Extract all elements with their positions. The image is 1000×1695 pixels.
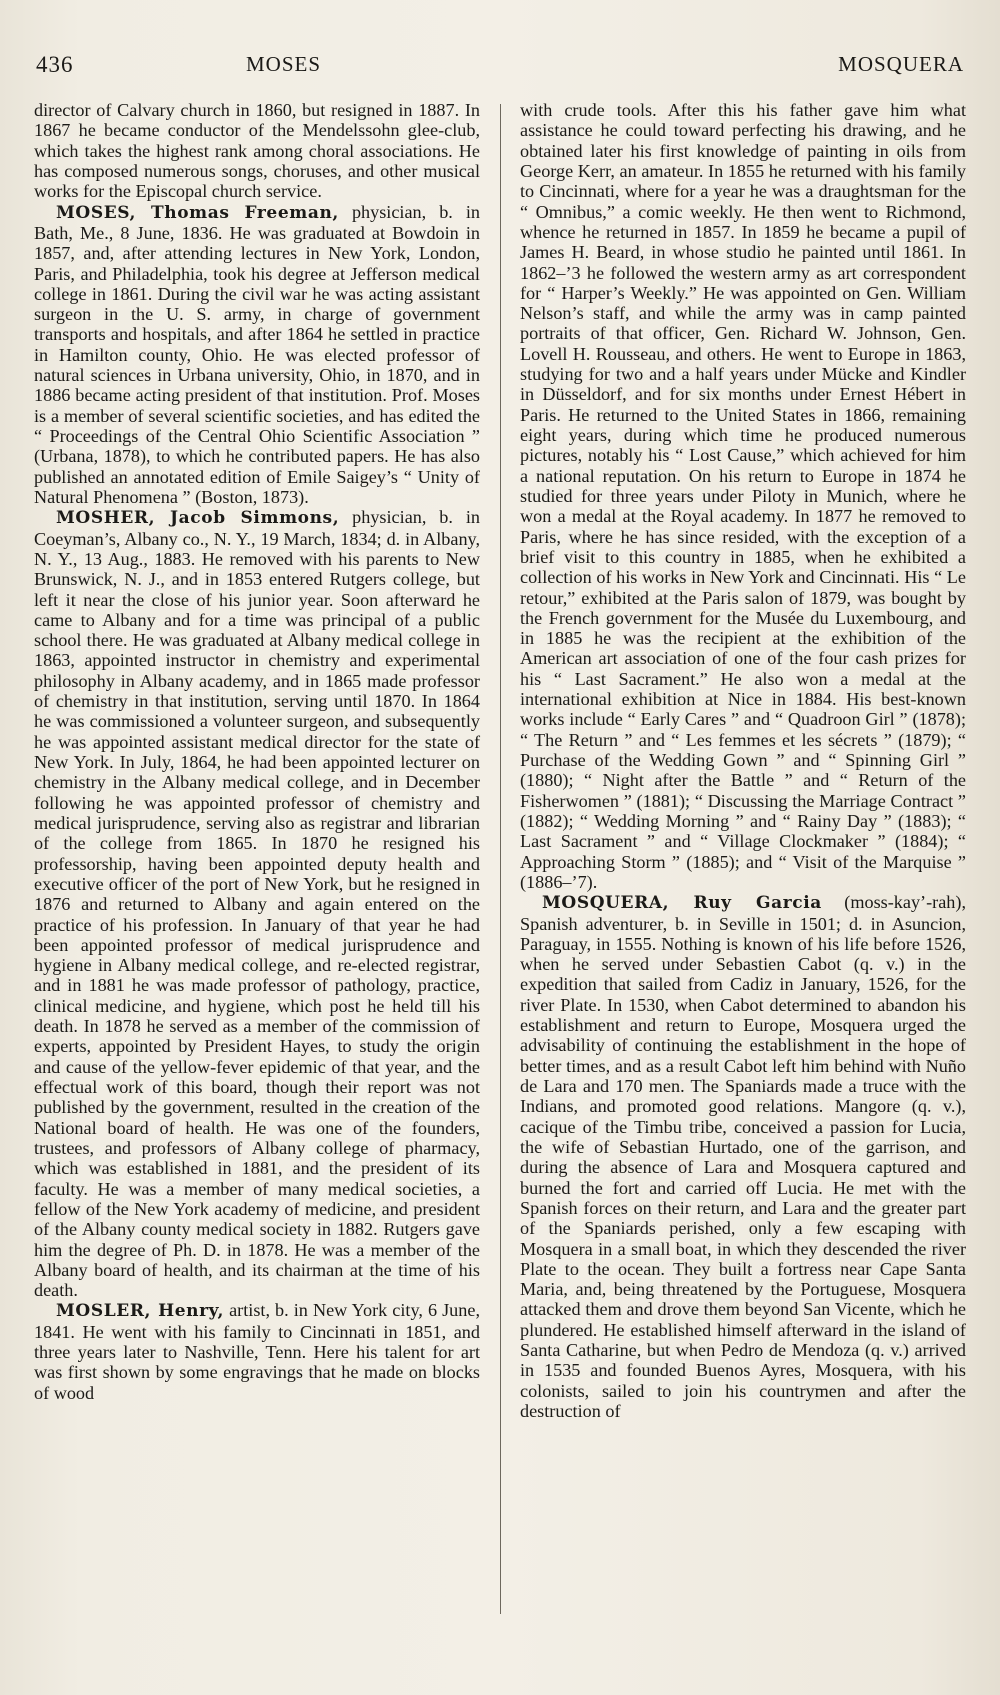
entry-heading: MOSHER, Jacob Simmons, bbox=[56, 508, 340, 529]
continued-entry-text: with crude tools. After this his father gave him what assistance he could toward perfecting his drawing, and he obtained later his first knowledge of painting in oils from George Kerr, an amateur. In 1855 he returned with his family to Cincinnati, where for a year he was a draughtsman for the “ Omnibus,” a comic weekly. He then went to Richmond, whence he returned in 1857. In 1859 he became a pupil of James H. Beard, in whose studio he painted until 1861. In 1862–’3 he followed the western army as art correspondent for “ Harper’s Weekly.” He was appointed on Gen. William Nelson’s staff, and while the army was in camp painted portraits of that officer, Gen. Richard W. Johnson, Gen. Lovell H. Rousseau, and others. He went to Europe in 1863, studying for two and a half years under Mücke and Kindler in Düsseldorf, and for six months under Ernest Hébert in Paris. He returned to the United States in 1866, remaining eight years, during which time he produced numerous pictures, notably his “ Lost Cause,” which achieved for him a national reputation. On his return to Europe in 1874 he studied for three years under Piloty in Munich, where he won a medal at the Royal academy. In 1877 he removed to Paris, where he has since resided, with the exception of a brief visit to this country in 1885, when he exhibited a collection of his works in New York and Cincinnati. His “ Le retour,” exhibited at the Paris salon of 1879, was bought by the French government for the Musée du Luxembourg, and in 1885 he was the recipient at the exhibition of the American art association of one of the four cash prizes for his “ Last Sacrament.” He also won a medal at the international exhibition at Nice in 1884. His best-known works include “ Early Cares ” and “ Quadroon Girl ” (1878); “ The Return ” and “ Les femmes et les sécrets ” (1879); “ Purchase of the Wedding Gown ” and “ Spinning Girl ” (1880); “ Night after the Battle ” and “ Return of the Fisherwomen ” (1881); “ Discussing the Marriage Contract ” (1882); “ Wedding Morning ” and “ Rainy Day ” (1883); “ Last Sacrament ” and “ Village Clockmaker ” (1884); “ Approaching Storm ” (1885); and “ Visit of the Marquise ” (1886–’7). bbox=[520, 100, 966, 892]
entry-text: physician, b. in Bath, Me., 8 June, 1836. He was graduated at Bowdoin in 1857, and, after attending lectures in New York, London, Paris, and Philadelphia, took his degree at Jefferson medical college in 1861. During the civil war he was acting assistant surgeon in the U. S. army, in charge of government transports and hospitals, and after 1864 he settled in practice in Hamilton county, Ohio. He was elected professor of natural sciences in Urbana university, Ohio, in 1870, and in 1886 became acting president of that institution. Prof. Moses is a member of several scientific societies, and has edited the “ Proceedings of the Central Ohio Scientific Association ” (Urbana, 1878), to which he contributed papers. He has also published an annotated edition of Emile Saigey’s “ Unity of Natural Phenomena ” (Boston, 1873). bbox=[34, 201, 480, 507]
entry-text: physician, b. in Coeyman’s, Albany co., N. Y., 19 March, 1834; d. in Albany, N. Y., 13 Aug., 1883. He removed with his parents to New Brunswick, N. J., and in 1853 entered Rutgers college, but left it near the close of his junior year. Soon afterward he came to Albany and for a time was principal of a public school there. He was graduated at Albany medical college in 1863, appointed instructor in chemistry and experimental philosophy in Albany academy, and in 1865 made professor of chemistry in that institution, serving until 1870. In 1864 he was commissioned a volunteer surgeon, and subsequently he was appointed assistant medical director for the state of New York. In July, 1864, he had been appointed lecturer on chemistry in the Albany medical college, and in December following he was appointed professor of chemistry and medical jurisprudence, serving also as registrar and librarian of the college from 1865. In 1870 he resigned his professorship, having been appointed deputy health and executive officer of the port of New York, but he resigned in 1876 and returned to Albany and again entered on the practice of his profession. In January of that year he had been appointed professor of medical jurisprudence and hygiene in Albany medical college, and re-elected registrar, and in 1881 he was made professor of pathology, practice, clinical medicine, and hygiene, which post he held till his death. In 1878 he served as a member of the commission of experts, appointed by President Hayes, to study the origin and cause of the yellow-fever epidemic of that year, and the effectual work of this board, though their report was not published by the government, resulted in the creation of the National board of health. He was one of the founders, trustees, and professors of Albany college of pharmacy, which was established in 1881, and the president of its faculty. He was a member of many medical societies, a fellow of the New York academy of medicine, and president of the Albany county medical society in 1882. Rutgers gave him the degree of Ph. D. in 1878. He was a member of the Albany board of health, and its chairman at the time of his death. bbox=[34, 507, 480, 1301]
entry-text: artist, b. in New York city, 6 June, 1841. He went with his family to Cincinnati in 1851, and three years later to Nashville, Tenn. Here his talent for art was first shown by some engravings that he made on blocks of wood bbox=[34, 1300, 480, 1403]
continued-entry-text: director of Calvary church in 1860, but resigned in 1887. In 1867 he became conductor of the Mendelssohn glee-club, which takes the highest rank among choral associations. He has composed numerous songs, choruses, and other musical works for the Episcopal church service. bbox=[34, 100, 480, 202]
left-column bbox=[34, 100, 480, 1403]
entry-text: (moss-kay’-rah), Spanish adventurer, b. in Seville in 1501; d. in Asuncion, Paraguay, in 1555. Nothing is known of his life before 1526, when he served under Sebastien Cabot (q. v.) in the expedition that sailed from Cadiz in January, 1526, for the river Plate. In 1530, when Cabot determined to abandon his establishment and return to Europe, Mosquera urged the advisability of continuing the establishment in the hope of better times, and as a result Cabot left him behind with Nuño de Lara and 170 men. The Spaniards made a truce with the Indians, and promoted good relations. Mangore (q. v.), cacique of the Timbu tribe, conceived a passion for Lucia, the wife of Sebastian Hurtado, one of the garrison, and during the absence of Lara and Mosquera captured and burned the fort and carried off Lucia. He met with the Spanish forces on their return, and Lara and the greater part of the Spaniards perished, only a few escaping with Mosquera in a small boat, in which they descended the river Plate to the ocean. They built a fortress near Cape Santa Maria, and, being threatened by the Portuguese, Mosquera attacked them and drove them beyond San Vicente, which he plundered. He established himself afterward in the island of Santa Catharine, but when Pedro de Mendoza (q. v.) arrived in 1535 and founded Buenos Ayres, Mosquera, with his colonists, sailed to join his countrymen and after the destruction of bbox=[520, 892, 966, 1421]
entry-mosler bbox=[34, 1300, 480, 1403]
entry-heading: MOSQUERA, Ruy Garcia bbox=[542, 893, 822, 914]
page-header bbox=[36, 52, 964, 82]
right-column bbox=[520, 100, 966, 1421]
column-divider bbox=[500, 104, 501, 1614]
running-head-right: MOSQUERA bbox=[838, 52, 964, 76]
page-number: 436 bbox=[36, 52, 74, 77]
entry-mosquera bbox=[520, 892, 966, 1421]
entry-heading: MOSES, Thomas Freeman, bbox=[56, 202, 339, 223]
entry-moses bbox=[34, 202, 480, 508]
entry-mosher bbox=[34, 507, 480, 1300]
entry-heading: MOSLER, Henry, bbox=[56, 1301, 225, 1322]
running-head-left: MOSES bbox=[246, 52, 322, 76]
